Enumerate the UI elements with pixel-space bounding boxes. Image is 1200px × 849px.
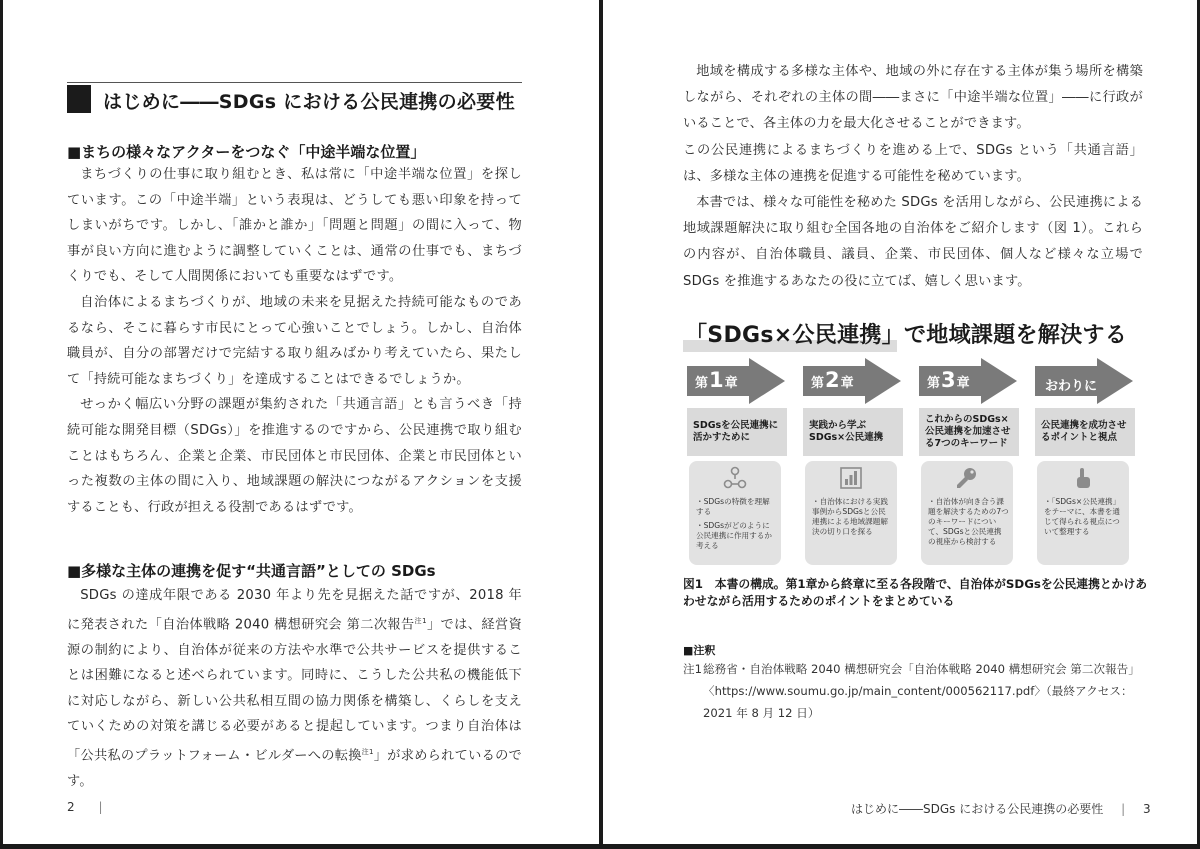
column-card bbox=[805, 461, 897, 565]
chapter-arrow bbox=[803, 358, 903, 404]
text-run: SDGs の達成年限である 2030 年より先を見据えた話ですが、2018 年に発表された「自治体戦略 2040 構想研究会 第二次報告 bbox=[67, 588, 522, 632]
figure-caption: 図1 本書の構成。第1章から終章に至る各段階で、自治体がSDGsを公民連携とかけあわせながら活用するためのポイントをまとめている bbox=[683, 577, 1148, 608]
list-item: ・SDGsがどのように公民連携に作用するか考える bbox=[696, 521, 772, 550]
note-reference[interactable]: 注1 bbox=[361, 747, 374, 756]
column-card bbox=[689, 461, 781, 565]
footnote-text: 総務省・自治体戦略 2040 構想研究会「自治体戦略 2040 構想研究会 第二次報告」〈https://www.soumu.go.jp/main_content/000562117.pdf〉（最終アクセス：2021 年 8 月 12 日） bbox=[703, 662, 1140, 720]
paragraph: 自治体によるまちづくりが、地域の未来を見据えた持続可能なものであるなら、そこに暮らす市民にとって心強いことでしょう。しかし、自治体職員が、自分の部署だけで完結する取り組みばかり考えていたら、果たして「持続可能なまちづくり」を達成することはできるでしょうか。 bbox=[67, 294, 522, 387]
paragraph: 本書では、様々な可能性を秘めた SDGs を活用しながら、公民連携による地域課題解決に取り組む全国各地の自治体をご紹介します（図 1）。これらの内容が、自治体職員、議員、企業、市民団体、個人など様々な立場で SDGs を推進するあなたの役に立てば、嬉しく思います。 bbox=[683, 195, 1144, 289]
column-subtitle-box bbox=[803, 408, 903, 456]
running-title: はじめに――SDGs における公民連携の必要性 bbox=[851, 802, 1104, 816]
left-page bbox=[3, 0, 599, 844]
arrow-label: 第2章 bbox=[811, 368, 854, 392]
section-heading-2: ■多様な主体の連携を促す“共通言語”としての SDGs bbox=[67, 562, 436, 580]
bar-chart-icon bbox=[839, 466, 863, 490]
column-card bbox=[1037, 461, 1129, 565]
arrow-label: 第3章 bbox=[927, 368, 970, 392]
note-reference[interactable]: 注1 bbox=[414, 616, 427, 625]
list-item: ・自治体が向き合う課題を解決するための7つのキーワードについて、SDGsと公民連携の視座から検討する bbox=[928, 497, 1009, 546]
footnote-number: 注1 bbox=[683, 662, 702, 676]
chapter-heading-mark bbox=[67, 85, 91, 113]
column-subtitle: 実践から学ぶSDGs×公民連携 bbox=[809, 420, 884, 443]
column-items bbox=[696, 497, 777, 555]
chapter-arrow bbox=[1035, 358, 1135, 404]
left-footer bbox=[67, 800, 103, 814]
list-item: ・自治体における実践事例からSDGsと公民連携による地域課題解決の切り口を探る bbox=[812, 497, 888, 536]
chapter-heading bbox=[67, 82, 522, 115]
paragraph: せっかく幅広い分野の課題が集約された「共通言語」とも言うべき「持続可能な開発目標（SDGs）」を推進するのですから、公民連携で取り組むことはもちろん、企業と企業、市民団体と市民団体、企業と市民団体といった複数の主体の間に入り、地域課題の解決につながるアクションを支援することも、行政が担える役割であるはずです。 bbox=[67, 397, 522, 515]
column-subtitle-box bbox=[687, 408, 787, 456]
paragraph bbox=[67, 583, 522, 795]
column-subtitle-box bbox=[1035, 408, 1135, 456]
section-1-body bbox=[67, 162, 522, 520]
column-subtitle: 公民連携を成功させるポイントと視点 bbox=[1041, 420, 1127, 443]
column-items bbox=[928, 497, 1009, 551]
footnote bbox=[683, 658, 1153, 724]
paragraph: まちづくりの仕事に取り組むとき、私は常に「中途半端な位置」を探しています。この「中途半端」という表現は、どうしても悪い印象を持ってしまいがちです。しかし、「誰かと誰か」「問題と問題」の間に入って、物事が良い方向に進むように調整していくことは、通常の仕事でも、まちづくりでも、そして人間関係においても重要なはずです。 bbox=[67, 167, 522, 285]
arrow-label: 第1章 bbox=[695, 368, 738, 392]
paragraph: 地域を構成する多様な主体や、地域の外に存在する主体が集う場所を構築しながら、それぞれの主体の間――まさに「中途半端な位置」――に行政がいることで、各主体の力を最大化させることができます。 bbox=[683, 64, 1143, 132]
intro-body bbox=[683, 59, 1143, 295]
column-subtitle: これからのSDGs×公民連携を加速させる7つのキーワード bbox=[925, 414, 1011, 449]
right-footer bbox=[851, 800, 1151, 817]
list-item: ・SDGsの特徴を理解する bbox=[696, 497, 770, 516]
pointing-hand-icon bbox=[1071, 466, 1095, 490]
text-run: 」では、経営資源の制約により、自治体が従来の方法や水準で公共サービスを提供することは困難になると述べられています。同時に、こうした公共私の機能低下に対応しながら、新しい公共私相互間の協力関係を構築し、くらしを支えていくための対策を講じる必要があると提起しています。つまり自治体は「公共私のプラットフォーム・ビルダーへの転換 bbox=[67, 616, 523, 764]
chapter-arrow bbox=[919, 358, 1019, 404]
chapter-title: はじめに――SDGs における公民連携の必要性 bbox=[103, 91, 515, 113]
figure-column-1 bbox=[687, 358, 787, 565]
section-heading-1: ■まちの様々なアクターをつなぐ「中途半端な位置」 bbox=[67, 143, 426, 161]
people-network-icon bbox=[723, 466, 747, 490]
section-2-body bbox=[67, 583, 522, 795]
footer-separator: | bbox=[98, 800, 103, 814]
figure-column-2 bbox=[803, 358, 903, 565]
notes-heading: ■注釈 bbox=[683, 644, 716, 657]
list-item: ・「SDGs×公民連携」をテーマに、本書を通じて得られる視点について整理する bbox=[1044, 497, 1121, 536]
footer-separator: | bbox=[1121, 802, 1126, 816]
figure-column-4 bbox=[1035, 358, 1135, 565]
column-items bbox=[812, 497, 893, 541]
page-number: 3 bbox=[1142, 802, 1151, 816]
paragraph: この公民連携によるまちづくりを進める上で、SDGs という「共通言語」は、多様な主体の連携を促進する可能性を秘めています。 bbox=[683, 142, 1143, 184]
column-subtitle: SDGsを公民連携に活かすために bbox=[693, 420, 779, 443]
arrow-label: おわりに bbox=[1045, 379, 1098, 394]
text-run: 」が求められているのです。 bbox=[67, 748, 522, 789]
right-page bbox=[603, 0, 1197, 844]
column-items bbox=[1044, 497, 1125, 541]
column-subtitle-box bbox=[919, 408, 1019, 456]
column-card bbox=[921, 461, 1013, 565]
figure-title bbox=[683, 318, 1153, 352]
key-icon bbox=[955, 466, 979, 490]
chapter-arrow bbox=[687, 358, 787, 404]
figure-title-text: 「SDGs×公民連携」で地域課題を解決する bbox=[685, 323, 1127, 348]
figure-column-3 bbox=[919, 358, 1019, 565]
page-number: 2 bbox=[67, 800, 75, 814]
